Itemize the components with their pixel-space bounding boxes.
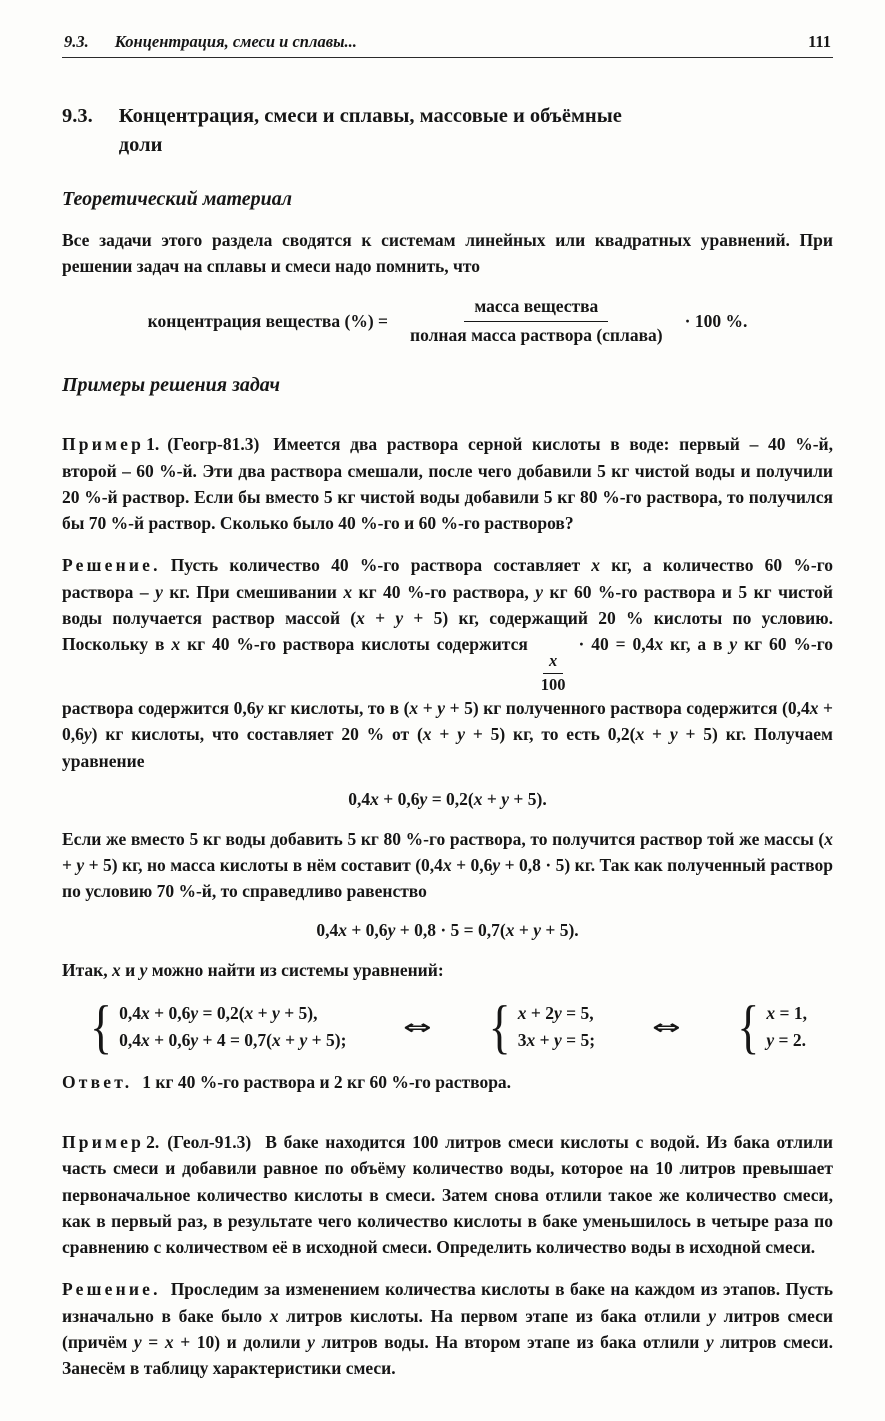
header-rule bbox=[62, 57, 833, 58]
example1-answer bbox=[62, 1069, 833, 1095]
fraction bbox=[400, 296, 673, 347]
example1-statement bbox=[62, 431, 833, 536]
example2-source: (Геол-91.3) bbox=[167, 1132, 252, 1153]
section-title bbox=[119, 102, 622, 160]
inline-fraction-numerator: x bbox=[549, 651, 558, 671]
system-1-line1: 0,4x + 0,6y = 0,2(x + y + 5), bbox=[119, 1002, 318, 1023]
running-head-text: Концентрация, смеси и сплавы... bbox=[114, 32, 357, 51]
system-1 bbox=[90, 993, 347, 1060]
section-title-line2: доли bbox=[118, 134, 163, 157]
system-3 bbox=[737, 993, 807, 1060]
inline-fraction-denominator: 100 bbox=[540, 675, 566, 695]
fraction-numerator: масса вещества bbox=[464, 296, 608, 322]
page-number: 111 bbox=[808, 32, 831, 51]
system-3-line2: y = 2. bbox=[766, 1029, 806, 1050]
example2-solution-text: Проследим за изменением количества кислоты в баке на каждом из этапов. Пусть изначально в баке было x литров кислоты. На первом этапе из бака отлили y литров смеси (причём y = x + 10) и долили y литров воды. На втором этапе из бака отлили y литров смеси. Занесём в таблицу характеристики смеси. bbox=[62, 1279, 834, 1379]
system-2-line1: x + 2y = 5, bbox=[517, 1002, 594, 1023]
example1-system-intro: Итак, x и y можно найти из системы уравнений: bbox=[62, 959, 444, 980]
section-number: 9.3. bbox=[62, 105, 93, 127]
formula-lhs: концентрация вещества (%) = bbox=[147, 310, 389, 331]
equation-2: 0,4x + 0,6y + 0,8 · 5 = 0,7(x + y + 5). bbox=[316, 919, 579, 940]
example2-solution-label: Решение. bbox=[62, 1279, 161, 1300]
example2-statement bbox=[62, 1129, 833, 1260]
answer-text: 1 кг 40 %-го раствора и 2 кг 60 %-го раствора. bbox=[142, 1071, 512, 1092]
concentration-formula bbox=[62, 296, 833, 347]
answer-label: Ответ. bbox=[62, 1071, 133, 1092]
example2-number: 2. bbox=[146, 1132, 160, 1153]
equation-1: 0,4x + 0,6y = 0,2(x + y + 5). bbox=[348, 788, 547, 809]
example1-solution-paragraph2: Если же вместо 5 кг воды добавить 5 кг 80 %-го раствора, то получится раствор той же массы (x + y + 5) кг, но масса кислоты в нём составит (0,4x + 0,6y + 0,8 · 5) кг. Так как полученный раствор по условию 70 %-й, то справедливо равенство bbox=[62, 828, 833, 902]
system-2-line2: 3x + y = 5; bbox=[517, 1029, 596, 1050]
example1-statement-text: Имеется два раствора серной кислоты в воде: первый – 40 %-й, второй – 60 %-й. Эти два раствора смешали, после чего добавили 5 кг чистой воды и получили 20 %-й раствор. Если бы вместо 5 кг чистой воды добавили 5 кг 80 %-го раствора, то получился бы 70 %-й раствор. Сколько было 40 %-го и 60 %-го растворов? bbox=[62, 434, 833, 534]
iff-arrow: ⇔ bbox=[651, 1014, 681, 1039]
example2-statement-text: В баке находится 100 литров смеси кислоты с водой. Из бака отлили часть смеси и добавили равное по объёму количество воды, которое на 10 литров превышает первоначальное количество кислоты в смеси. Затем снова отлили такое же количество смеси, как в первый раз, в результате чего количество кислоты в баке уменьшилось в четыре раза по сравнению с количеством её в исходной смеси. Определить количество воды в исходной смеси. bbox=[62, 1132, 833, 1258]
example1-solution-part2: · 40 = 0,4x кг, а в y кг 60 %-го раствора содержится 0,6y кг кислоты, то в (x + y + 5) кг полученного раствора содержится (0,4x + 0,6y) кг кислоты, что составляет 20 % от (x + y + 5) кг, то есть 0,2(x + y + 5) кг. Получаем уравнение bbox=[62, 634, 834, 771]
example2-solution-paragraph bbox=[62, 1276, 833, 1381]
left-brace: { bbox=[90, 993, 113, 1060]
example2-label: Пример bbox=[62, 1132, 145, 1153]
running-head-title bbox=[64, 32, 357, 52]
section-heading bbox=[62, 102, 833, 160]
system-3-lines bbox=[766, 1003, 807, 1051]
section-title-line1: Концентрация, смеси и сплавы, массовые и объёмные bbox=[118, 105, 622, 127]
example1-solution-part1: Пусть количество 40 %-го раствора составляет x кг, а количество 60 %-го раствора – y кг. При смешивании x кг 40 %-го раствора, y кг 60 %-го раствора и 5 кг чистой воды получается раствор массой (x + y + 5) кг, содержащий 20 % кислоты по условию. Поскольку в x кг 40 %-го раствора кислоты содержится bbox=[62, 555, 833, 655]
theory-intro-paragraph: Все задачи этого раздела сводятся к системам линейных или квадратных уравнений. При решении задач на сплавы и смеси надо помнить, что bbox=[62, 230, 833, 277]
running-head bbox=[62, 26, 833, 57]
left-brace: { bbox=[737, 993, 760, 1060]
system-1-lines bbox=[119, 1003, 346, 1051]
inline-fraction bbox=[535, 652, 572, 695]
example1-source: (Геогр-81.3) bbox=[167, 434, 260, 455]
example1-solution-paragraph bbox=[62, 552, 833, 773]
theory-heading: Теоретический материал bbox=[62, 188, 293, 211]
example1-label: Пример bbox=[62, 434, 145, 455]
system-2-lines bbox=[518, 1003, 595, 1051]
formula-rhs: · 100 %. bbox=[684, 310, 748, 331]
left-brace: { bbox=[488, 993, 511, 1060]
equation-systems bbox=[62, 993, 833, 1060]
example1-number: 1. bbox=[146, 434, 160, 455]
system-2 bbox=[488, 993, 596, 1060]
system-1-line2: 0,4x + 0,6y + 4 = 0,7(x + y + 5); bbox=[119, 1029, 347, 1050]
iff-arrow: ⇔ bbox=[403, 1014, 432, 1039]
system-3-line1: x = 1, bbox=[766, 1002, 807, 1023]
fraction-denominator: полная масса раствора (сплава) bbox=[410, 324, 663, 345]
running-head-number: 9.3. bbox=[64, 32, 89, 51]
examples-heading: Примеры решения задач bbox=[62, 374, 281, 397]
example1-solution-label: Решение. bbox=[62, 555, 161, 576]
